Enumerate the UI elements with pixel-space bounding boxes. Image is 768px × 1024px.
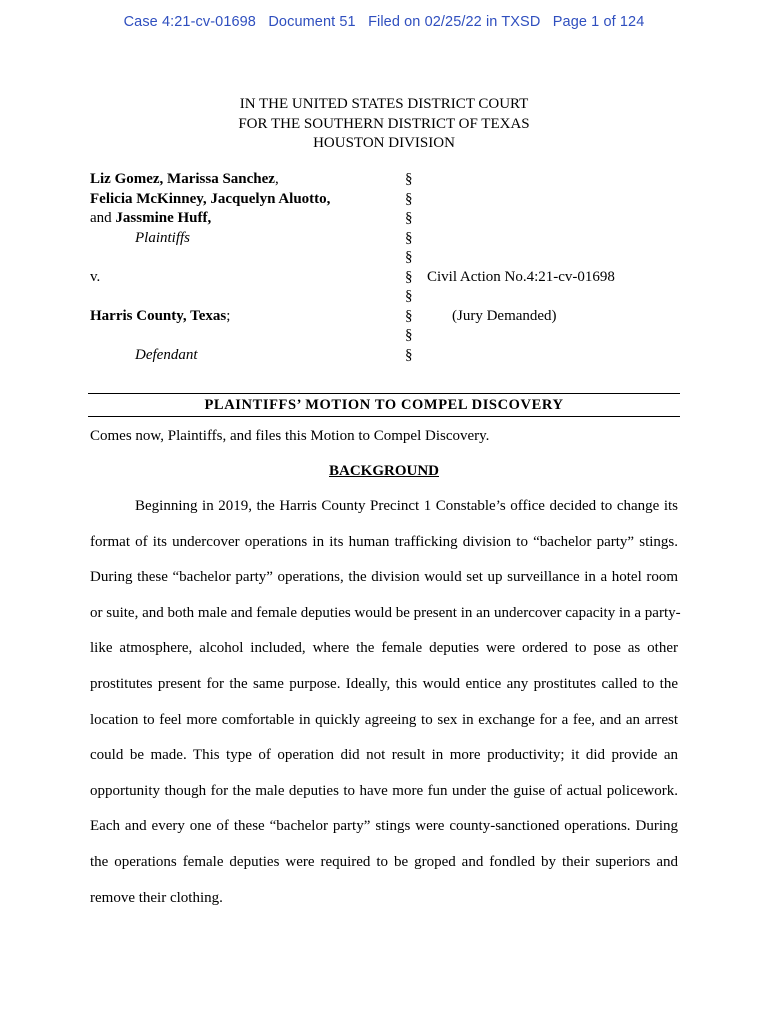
paragraph-line: the operations female deputies were required to be groped and fondled by their superiors and	[90, 853, 678, 870]
paragraph-line: Each and every one of these “bachelor party” stings were county-sanctioned operations. During	[90, 818, 678, 835]
versus: v.	[90, 268, 101, 285]
paragraph-line: format of its undercover operations in its human trafficking division to “bachelor party” stings.	[90, 533, 678, 550]
jury-demanded: (Jury Demanded)	[452, 307, 557, 324]
plaintiffs-label: Plaintiffs	[135, 229, 191, 246]
paragraph-line: location to feel more comfortable in quickly agreeing to sex in exchange for a fee, and an arrest	[90, 711, 678, 728]
title-top-rule	[88, 393, 680, 394]
section-symbol: §	[405, 288, 413, 304]
court-heading	[0, 95, 768, 154]
defendant-name: Harris County, Texas;	[90, 307, 231, 324]
plaintiff-names-line-1: Liz Gomez, Marissa Sanchez,	[90, 171, 279, 187]
title-bottom-rule	[88, 416, 680, 417]
background-paragraph	[90, 489, 681, 916]
section-symbol: §	[405, 171, 413, 187]
section-symbol: §	[405, 229, 413, 246]
section-symbol: §	[405, 307, 413, 324]
paragraph-line: opportunity though for the male deputies to have more fun under the guise of actual policework.	[90, 782, 678, 799]
background-heading: BACKGROUND	[328, 463, 439, 479]
intro-sentence: Comes now, Plaintiffs, and files this Motion to Compel Discovery.	[90, 428, 490, 444]
section-symbol: §	[405, 327, 413, 343]
paragraph-line: like atmosphere, alcohol included, where the female deputies were ordered to pose as other	[90, 640, 678, 657]
paragraph-line: During these “bachelor party” operations, the division would set up surveillance in a hotel room	[90, 569, 678, 586]
paragraph-line: could be made. This type of operation did not result in more productivity; it did provide an	[90, 747, 678, 764]
plaintiff-names-line-3: and Jassmine Huff,	[90, 210, 212, 226]
paragraph-line: Beginning in 2019, the Harris County Precinct 1 Constable’s office decided to change its	[135, 498, 678, 514]
court-division: HOUSTON DIVISION	[313, 135, 455, 151]
section-symbol: §	[405, 249, 413, 265]
section-symbol: §	[405, 190, 413, 207]
court-name: IN THE UNITED STATES DISTRICT COURT	[239, 96, 529, 112]
section-symbol: §	[405, 268, 413, 285]
section-symbol: §	[405, 210, 413, 226]
paragraph-line: prostitutes present for the same purpose. Ideally, this would entice any prostitutes called to the	[90, 675, 678, 692]
defendant-label: Defendant	[135, 346, 198, 363]
court-district: FOR THE SOUTHERN DISTRICT OF TEXAS	[238, 115, 530, 132]
section-symbol: §	[405, 346, 413, 363]
paragraph-line: or suite, and both male and female deputies would be present in an undercover capacity in a party-	[90, 604, 681, 621]
case-caption	[0, 171, 768, 366]
ecf-filing-header: Case 4:21-cv-01698 Document 51 Filed on 02/25/22 in TXSD Page 1 of 124	[123, 14, 645, 30]
paragraph-line: remove their clothing.	[90, 889, 223, 906]
plaintiff-names-line-2: Felicia McKinney, Jacquelyn Aluotto,	[90, 190, 331, 207]
civil-action-number: Civil Action No.4:21-cv-01698	[427, 268, 615, 285]
motion-title: PLAINTIFFS’ MOTION TO COMPEL DISCOVERY	[204, 397, 564, 413]
